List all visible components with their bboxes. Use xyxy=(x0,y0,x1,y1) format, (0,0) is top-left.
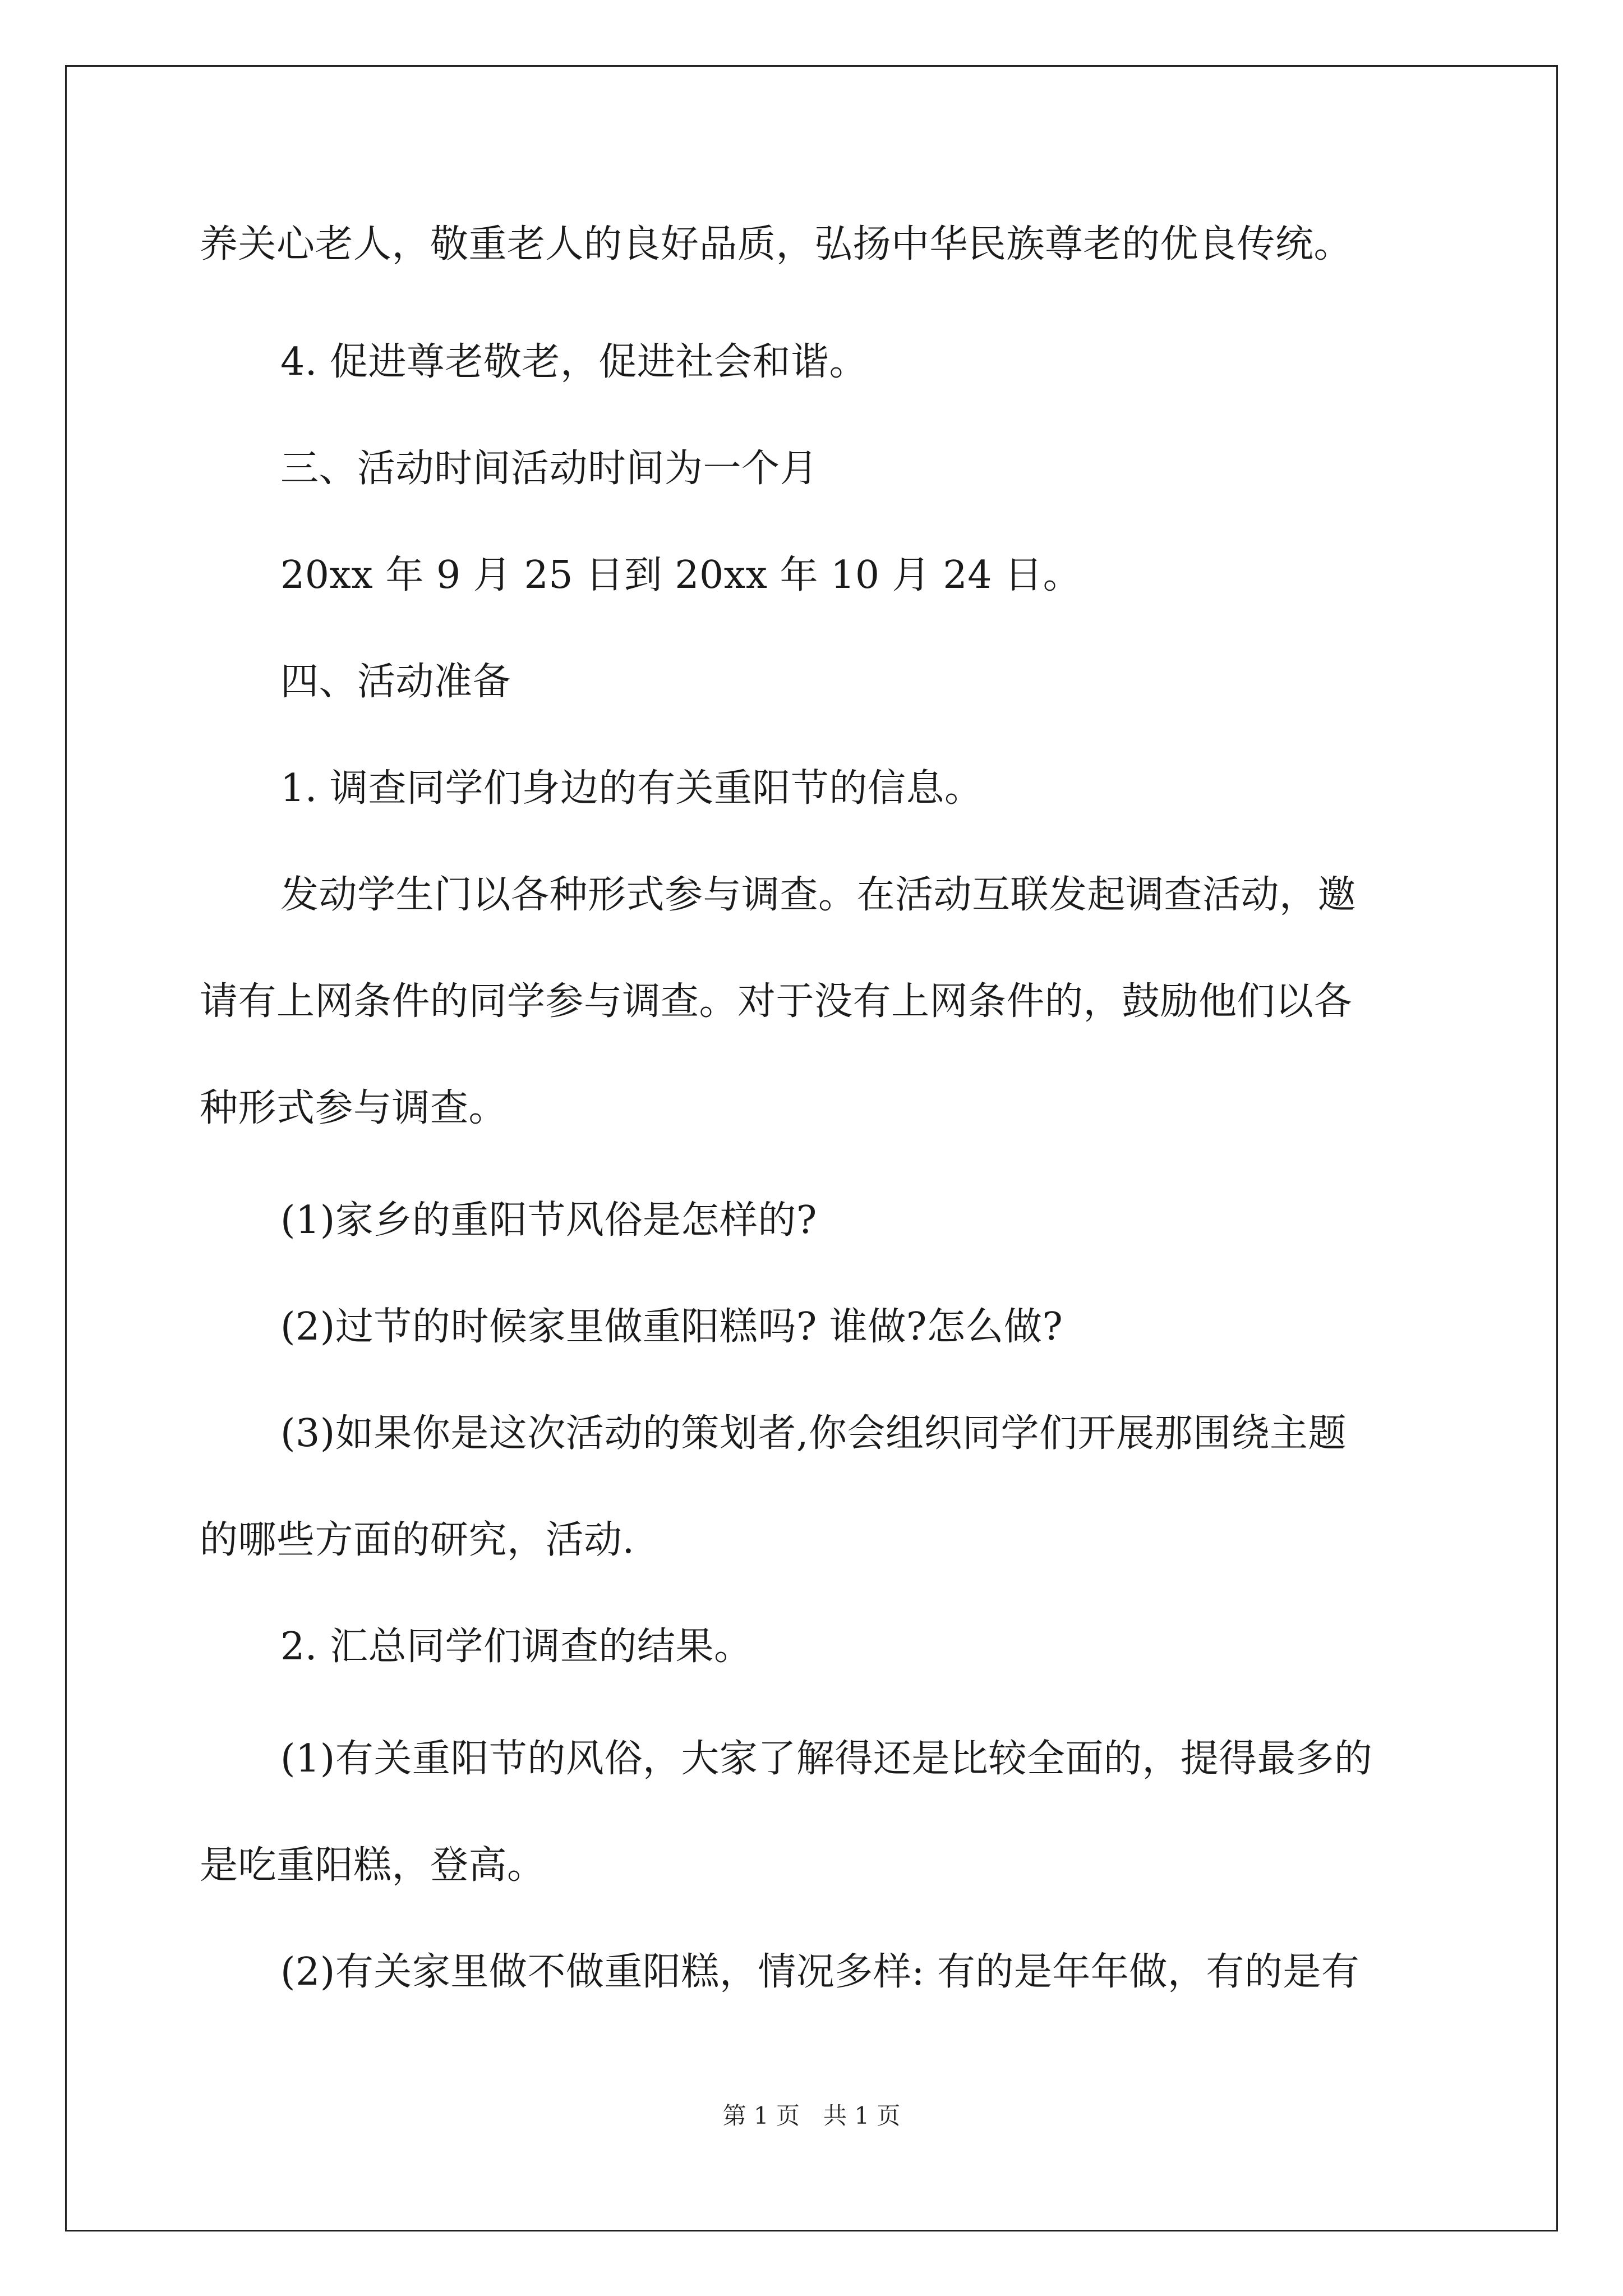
body-line-14: 2. 汇总同学们调查的结果。 xyxy=(280,1625,753,1669)
body-line-11: (2)过节的时候家里做重阳糕吗? 谁做?怎么做? xyxy=(280,1305,1063,1349)
body-line-7: 发动学生门以各种形式参与调查。在活动互联发起调查活动，邀 xyxy=(280,873,1357,917)
body-line-8: 请有上网条件的同学参与调查。对于没有上网条件的，鼓励他们以各 xyxy=(200,979,1353,1024)
body-line-6: 1. 调查同学们身边的有关重阳节的信息。 xyxy=(280,766,983,811)
page-number-footer: 第 1 页 共 1 页 xyxy=(722,2102,901,2129)
body-line-1: 养关心老人，敬重老人的良好品质，弘扬中华民族尊老的优良传统。 xyxy=(200,222,1353,266)
body-line-4: 20xx 年 9 月 25 日到 20xx 年 10 月 24 日。 xyxy=(280,553,1082,597)
body-line-17: (2)有关家里做不做重阳糕，情况多样: 有的是年年做，有的是有 xyxy=(280,1950,1360,1994)
body-line-10: (1)家乡的重阳节风俗是怎样的? xyxy=(280,1198,817,1243)
body-line-13: 的哪些方面的研究，活动. xyxy=(200,1518,635,1562)
section-heading-4: 四、活动准备 xyxy=(280,660,511,704)
body-line-16: 是吃重阳糕，登高。 xyxy=(200,1843,546,1888)
body-line-9: 种形式参与调查。 xyxy=(200,1086,508,1130)
section-heading-3: 三、活动时间活动时间为一个月 xyxy=(280,447,819,491)
body-line-2: 4. 促进尊老敬老，促进社会和谐。 xyxy=(280,340,868,384)
body-line-15: (1)有关重阳节的风俗，大家了解得还是比较全面的，提得最多的 xyxy=(280,1737,1373,1781)
body-line-12: (3)如果你是这次活动的策划者,你会组织同学们开展那围绕主题 xyxy=(280,1411,1347,1456)
